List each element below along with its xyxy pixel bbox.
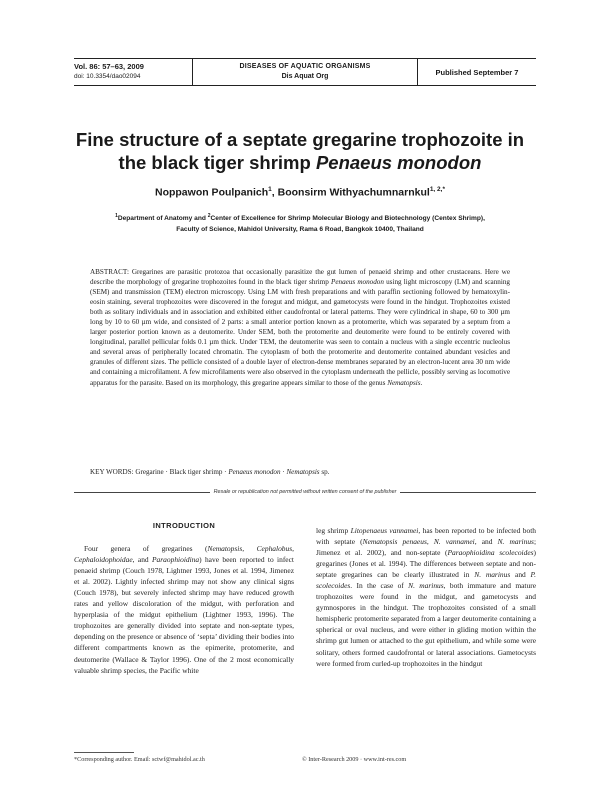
intro-text: . In the case of: [350, 581, 409, 591]
abstract-text-2: using light microscopy (LM) and scanning (SEM) and transmission (TEM) electron microscopy. Using LM with fresh preparations and with paraffin sectioning followed by hematoxylin-eosin staining, several trophozoites were discovered in the foregut and midgut, and gametocysts were found in the hindgut. Trophozoites existed both as solitary individuals and in association and exhibited either caudofrontal or lateral patterns. They were cylindrical in shape, 60 to 300 µm long by 10 to 60 µm wide, and consisted of 2 parts: a small anterior portion known as a protomerite, which was separated by a septum from a larger posterior portion known as a deutomerite. Under SEM, both the protomerite and deutomerite were found to be entirely covered with longitudinal, parallel pellicular folds 0.1 µm thick. Under TEM, the deutomerite was seen to contain a nucleus with a single eccentric nucleolus and several areas of peripherally located chromatin. The cytoplasm of both the protomerite and deutomerite contained abundant vesicles and granules of different sizes. The pellicle consisted of a double layer of electron-dense membranes separated by an electron-lucent area 30 nm wide and containing a microfilament. A few microfilaments were also observed in the cytoplasm underneath the pellicle, possibly serving as locomotive apparatus for the parasite. Based on its morphology, this gregarine appears similar to those of the genus: [90, 278, 510, 387]
volume-info: Vol. 86: 57–63, 2009: [74, 62, 144, 71]
intro-text: ) gregarines (Jones et al. 1994). The differences between septate and non-septate gregarines can be clearly illustrated in: [316, 548, 537, 580]
journal-abbreviation: Dis Aquat Org: [281, 73, 329, 80]
intro-text: leg shrimp: [316, 526, 351, 535]
intro-text: , and: [132, 555, 152, 565]
keywords-text-3: sp.: [319, 468, 330, 476]
intro-species: N. marinus: [408, 581, 444, 591]
intro-text: ,: [426, 537, 434, 547]
keywords-text-1: Gregarine · Black tiger shrimp ·: [133, 468, 229, 476]
keywords-label: KEY WORDS:: [90, 468, 134, 476]
section-heading-introduction: INTRODUCTION: [152, 521, 216, 530]
keyword-genus: Nematopsis: [286, 468, 320, 476]
intro-species: N. marinus: [474, 570, 511, 580]
intro-genus: Nematopsis: [207, 544, 243, 554]
abstract-species: Penaeus monodon: [330, 278, 384, 287]
intro-text: , both immature and mature trophozoites were found in the midgut, and gametocysts and gymnospores in the hindgut. The trophozoites consisted of a small hemispheric protomerite separated from a larger deutomerite containing a spherical or oval nucleus, and were either in gliding motion within the shrimp gut lumen or attached to the gut epithelium, and while some were solitary, others formed caudofrontal or lateral associations. Gametocysts were formed from curled-up trophozoites in the hindgut: [316, 581, 536, 668]
abstract-text-1: Gregarines are parasitic protozoa that occasionally parasitize the gut lumen of penaeid shrimp and other crustaceans. Here we describe the morphology of gregarine trophozoites found in the black tiger shrimp: [90, 268, 510, 287]
affiliations: [70, 211, 530, 235]
intro-species: Paraophioidina scolecoides: [447, 548, 534, 558]
intro-text: ) have been reported to infect penaeid shrimp (Couch 1978, Lightner 1993, Jones et al. 1994, Jimenez et al. 2002). Lightly infected shrimp may not show any clinical signs (Couch 1978), but severely infected shrimp may have reduced growth rates and yellow discoloration of the midgut, with perforation and hyperplasia of the midgut epithelium (Lightner 1993, 1996). The trophozoites are generally divided into septate and non-septate types, depending on the presence or absence of ‘septa’ dividing their bodies into different compartments known as the epimerite, protomerite, and deutomerite (Wallace & Taylor 1996). One of the 2 most economically valuable shrimp species, the Pacific white: [74, 555, 294, 675]
affil-mark-2: 2: [207, 213, 211, 219]
journal-name: DISEASES OF AQUATIC ORGANISMS: [239, 63, 371, 70]
affil-mark-1: 1: [115, 213, 118, 219]
intro-text: ,: [292, 544, 294, 554]
intro-species: N. vannamei: [433, 537, 475, 547]
introduction-paragraph: [74, 543, 294, 676]
affil-address: Faculty of Science, Mahidol University, Rama 6 Road, Bangkok 10400, Thailand: [176, 226, 424, 234]
abstract-genus: Nematopsis: [387, 378, 421, 387]
author-1: Noppawon Poulpanich: [154, 186, 269, 199]
author-1-affiliation-mark: 1: [268, 186, 272, 193]
intro-genus: Cephaloidophoidae: [74, 555, 133, 565]
resale-rule-right: [400, 492, 536, 493]
keywords: [90, 467, 510, 477]
author-2: Boonsirm Withyachumnarnkul: [277, 186, 430, 199]
left-column: [74, 520, 294, 676]
intro-text: ; Jimenez et al. 2002), and non-septate (: [316, 537, 537, 558]
resale-notice: Resale or republication not permitted without written consent of the publisher: [213, 489, 397, 495]
author-separator: ,: [271, 186, 278, 199]
journal-header: [74, 58, 536, 86]
published-date: Published September 7: [435, 67, 519, 77]
copyright-notice: © Inter-Research 2009 · www.int-res.com: [302, 756, 407, 763]
right-column: [316, 525, 536, 669]
title-line-2: the black tiger shrimp: [118, 152, 316, 173]
header-published-block: [418, 59, 536, 85]
affil-center: Center of Excellence for Shrimp Molecular Biology and Biotechnology (Centex Shrimp),: [210, 215, 485, 223]
introduction-continued: [316, 525, 536, 669]
intro-genus: Paraophioidina: [152, 555, 200, 565]
abstract-label: ABSTRACT:: [90, 268, 129, 276]
title-species: Penaeus monodon: [315, 152, 482, 173]
resale-rule-left: [74, 492, 210, 493]
author-2-affiliation-mark: 1, 2,*: [429, 186, 445, 193]
paper-title: [60, 128, 540, 174]
intro-text: and: [510, 570, 531, 580]
title-line-1: Fine structure of a septate gregarine trophozoite in: [75, 129, 525, 150]
footnote-rule: [74, 752, 134, 753]
intro-text: ,: [242, 544, 257, 554]
abstract: [90, 267, 510, 388]
intro-species: P. scolecoides: [316, 570, 536, 591]
intro-genus: Cephalobus: [256, 544, 293, 554]
intro-species: Nematopsis penaeus: [362, 537, 427, 547]
intro-text: Four genera of gregarines (: [84, 544, 208, 554]
affil-department: Department of Anatomy and: [117, 215, 208, 223]
abstract-text-3: .: [420, 378, 423, 387]
header-journal-block: [192, 59, 418, 85]
doi: doi: 10.3354/dao02094: [74, 73, 141, 80]
intro-text: , and: [474, 537, 498, 547]
header-volume-block: [74, 59, 192, 85]
keyword-species: Penaeus monodon: [228, 468, 281, 476]
corresponding-author-footnote: *Corresponding author. Email: sctwf@mahidol.ac.th: [74, 756, 205, 763]
keywords-text-2: ·: [280, 468, 287, 476]
resale-notice-bar: [74, 486, 536, 498]
intro-text: , has been reported to be infected both with septate (: [316, 526, 536, 547]
intro-species: N. marinus: [497, 537, 534, 547]
intro-species: Litopenaeus vannamei: [350, 526, 419, 535]
author-list: [60, 186, 540, 199]
